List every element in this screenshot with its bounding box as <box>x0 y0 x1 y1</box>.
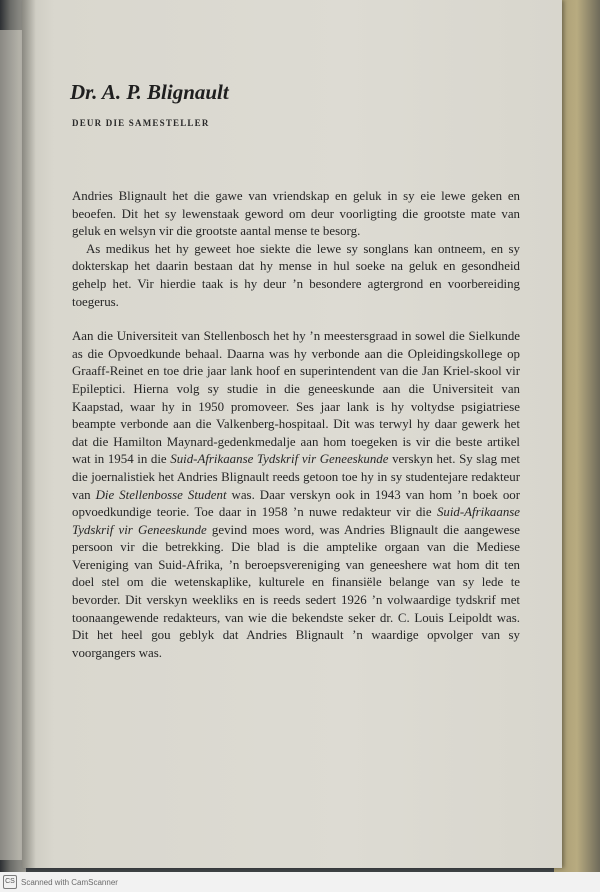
paragraph-3-text: verskyn het. Sy slag met die joernalistiek het Andries Blignault reeds getoon toe hy in sy studentejare redakteur van <box>72 452 521 502</box>
gutter-shadow <box>22 0 36 868</box>
article-body <box>72 188 520 662</box>
camscanner-logo: CS <box>3 875 17 889</box>
facing-page-edge <box>0 30 22 860</box>
paragraph-1: Andries Blignault het die gawe van vriendskap en geluk in sy eie lewe geken en beoefen. Dit het sy lewenstaak geword om deur voorligting die grootste mate van geluk en welsyn vir die grootste aantal mense te besorg. <box>72 189 520 239</box>
paragraph-2: As medikus het hy geweet hoe siekte die lewe sy songlans kan ontneem, en sy dokterskap het daarin bestaan dat hy mense in hul soeke na geluk en gesondheid gehelp het. Vir hierdie taak is hy deur ’n besondere agtergrond en voorbereiding toegerus. <box>72 241 520 309</box>
journal-title: Suid-Afrikaanse Tydskrif vir Geneeskunde <box>72 505 520 537</box>
paragraph-3-text: gevind moes word, was Andries Blignault die aangewese persoon vir die betrekking. Die blad is die amptelike orgaan van die Mediese Vereniging van Suid-Afrika, ’n beroepsvereniging van geneeshere wat hom dit ten doel stel om die wetenskaplike, kulturele en finansiële belange van sy lede te bevorder. Dit verskyn weekliks en is reeds sedert 1926 ’n volwaardige tydskrif met toonaangewende redakteurs, van wie die bekendste seker dr. C. Louis Leipoldt was. Dit het heel gou geblyk dat Andries Blignault ’n waardige opvolger van sy voorgangers was. <box>72 522 521 660</box>
book-page <box>22 0 562 868</box>
article-byline: DEUR DIE SAMESTELLER <box>72 118 210 128</box>
journal-title: Suid-Afrikaanse Tydskrif vir Geneeskunde <box>170 452 389 467</box>
student-paper-title: Die Stellenbosse Student <box>95 487 227 502</box>
article-title: Dr. A. P. Blignault <box>70 80 229 104</box>
watermark-text: Scanned with CamScanner <box>21 877 118 887</box>
paragraph-3-text: was. Daar verskyn ook in 1943 van hom ’n boek oor opvoedkundige teorie. Toe daar in 1958 ’n nuwe redakteur vir die <box>72 487 521 520</box>
scanner-watermark <box>0 872 600 892</box>
paragraph-3 <box>72 328 520 662</box>
paragraph-3-text: Aan die Universiteit van Stellenbosch het hy ’n meestersgraad in sowel die Sielkunde as die Opvoedkunde behaal. Daarna was hy verbonde aan die Opleidingskollege op Graaff-Reinet en toe drie jaar lank hoof en superintendent van die Jan Kriel-skool vir Epileptici. Hierna volg sy studie in die geneeskunde aan die Universiteit van Kaapstad, waar hy in 1950 promoveer. Ses jaar lank is hy voltydse psigiatriese beampte verbonde aan die Valkenberg-hospitaal. Dit was terwyl hy daar gewerk het dat die Hamilton Maynard-gedenkmedalje aan hom toegeken is vir die beste artikel wat in 1954 in die <box>72 329 520 467</box>
